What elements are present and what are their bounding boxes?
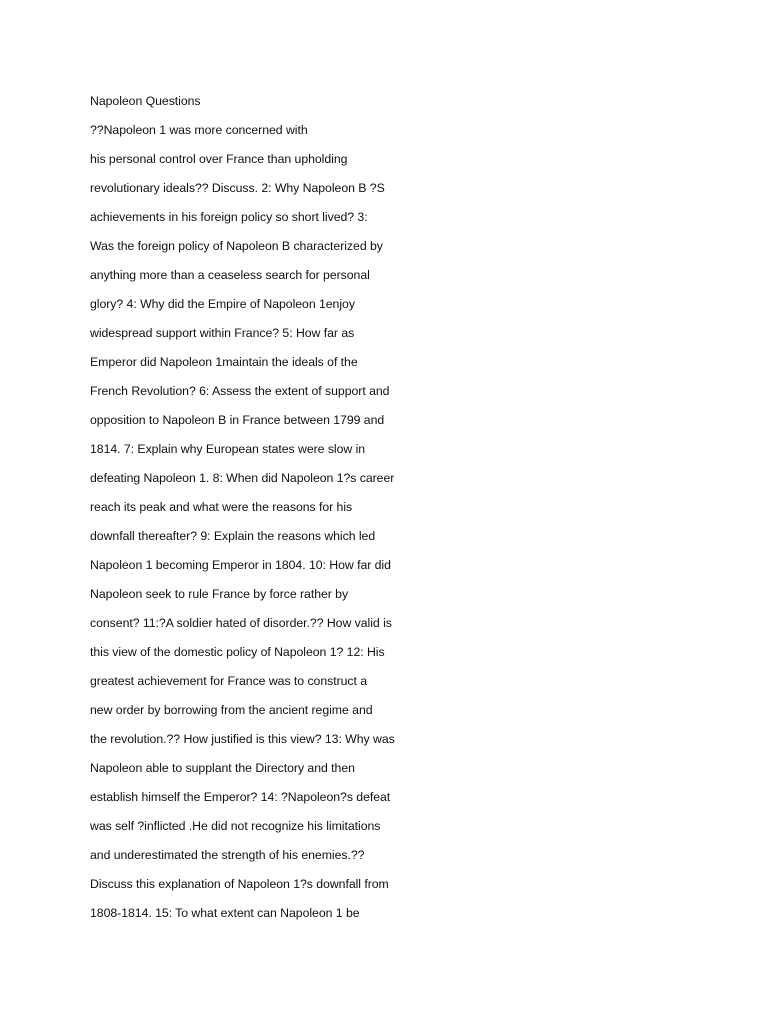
- text-line: widespread support within France? 5: How far as: [90, 326, 355, 340]
- text-line: achievements in his foreign policy so short lived? 3:: [90, 210, 368, 224]
- text-line: revolutionary ideals?? Discuss. 2: Why Napoleon B ?S: [90, 181, 385, 195]
- text-line: greatest achievement for France was to construct a: [90, 674, 368, 688]
- text-line: glory? 4: Why did the Empire of Napoleon 1enjoy: [90, 297, 355, 311]
- text-line: was self ?inflicted .He did not recognize his limitations: [90, 819, 381, 833]
- text-line: French Revolution? 6: Assess the extent of support and: [90, 384, 390, 398]
- text-line: Emperor did Napoleon 1maintain the ideals of the: [90, 355, 358, 369]
- document-text-block: [90, 87, 430, 928]
- text-line: defeating Napoleon 1. 8: When did Napoleon 1?s career: [90, 471, 395, 485]
- text-line: the revolution.?? How justified is this view? 13: Why was: [90, 732, 395, 746]
- text-line: consent? 11:?A soldier hated of disorder.?? How valid is: [90, 616, 392, 630]
- text-line: downfall thereafter? 9: Explain the reasons which led: [90, 529, 376, 543]
- text-line: Napoleon seek to rule France by force rather by: [90, 587, 349, 601]
- text-line: Was the foreign policy of Napoleon B characterized by: [90, 239, 383, 253]
- text-line: Napoleon 1 becoming Emperor in 1804. 10: How far did: [90, 558, 391, 572]
- text-line: Napoleon able to supplant the Directory and then: [90, 761, 355, 775]
- text-line: ??Napoleon 1 was more concerned with: [90, 123, 308, 137]
- text-line: opposition to Napoleon B in France between 1799 and: [90, 413, 385, 427]
- text-line: 1814. 7: Explain why European states were slow in: [90, 442, 366, 456]
- text-line: establish himself the Emperor? 14: ?Napoleon?s defeat: [90, 790, 391, 804]
- text-line: this view of the domestic policy of Napoleon 1? 12: His: [90, 645, 385, 659]
- text-line: anything more than a ceaseless search for personal: [90, 268, 370, 282]
- text-line: Discuss this explanation of Napoleon 1?s downfall from: [90, 877, 389, 891]
- text-line: reach its peak and what were the reasons for his: [90, 500, 353, 514]
- text-line: his personal control over France than upholding: [90, 152, 348, 166]
- text-line: 1808-1814. 15: To what extent can Napoleon 1 be: [90, 906, 360, 920]
- text-line: and underestimated the strength of his enemies.??: [90, 848, 365, 862]
- document-title: Napoleon Questions: [90, 94, 201, 108]
- text-line: new order by borrowing from the ancient regime and: [90, 703, 373, 717]
